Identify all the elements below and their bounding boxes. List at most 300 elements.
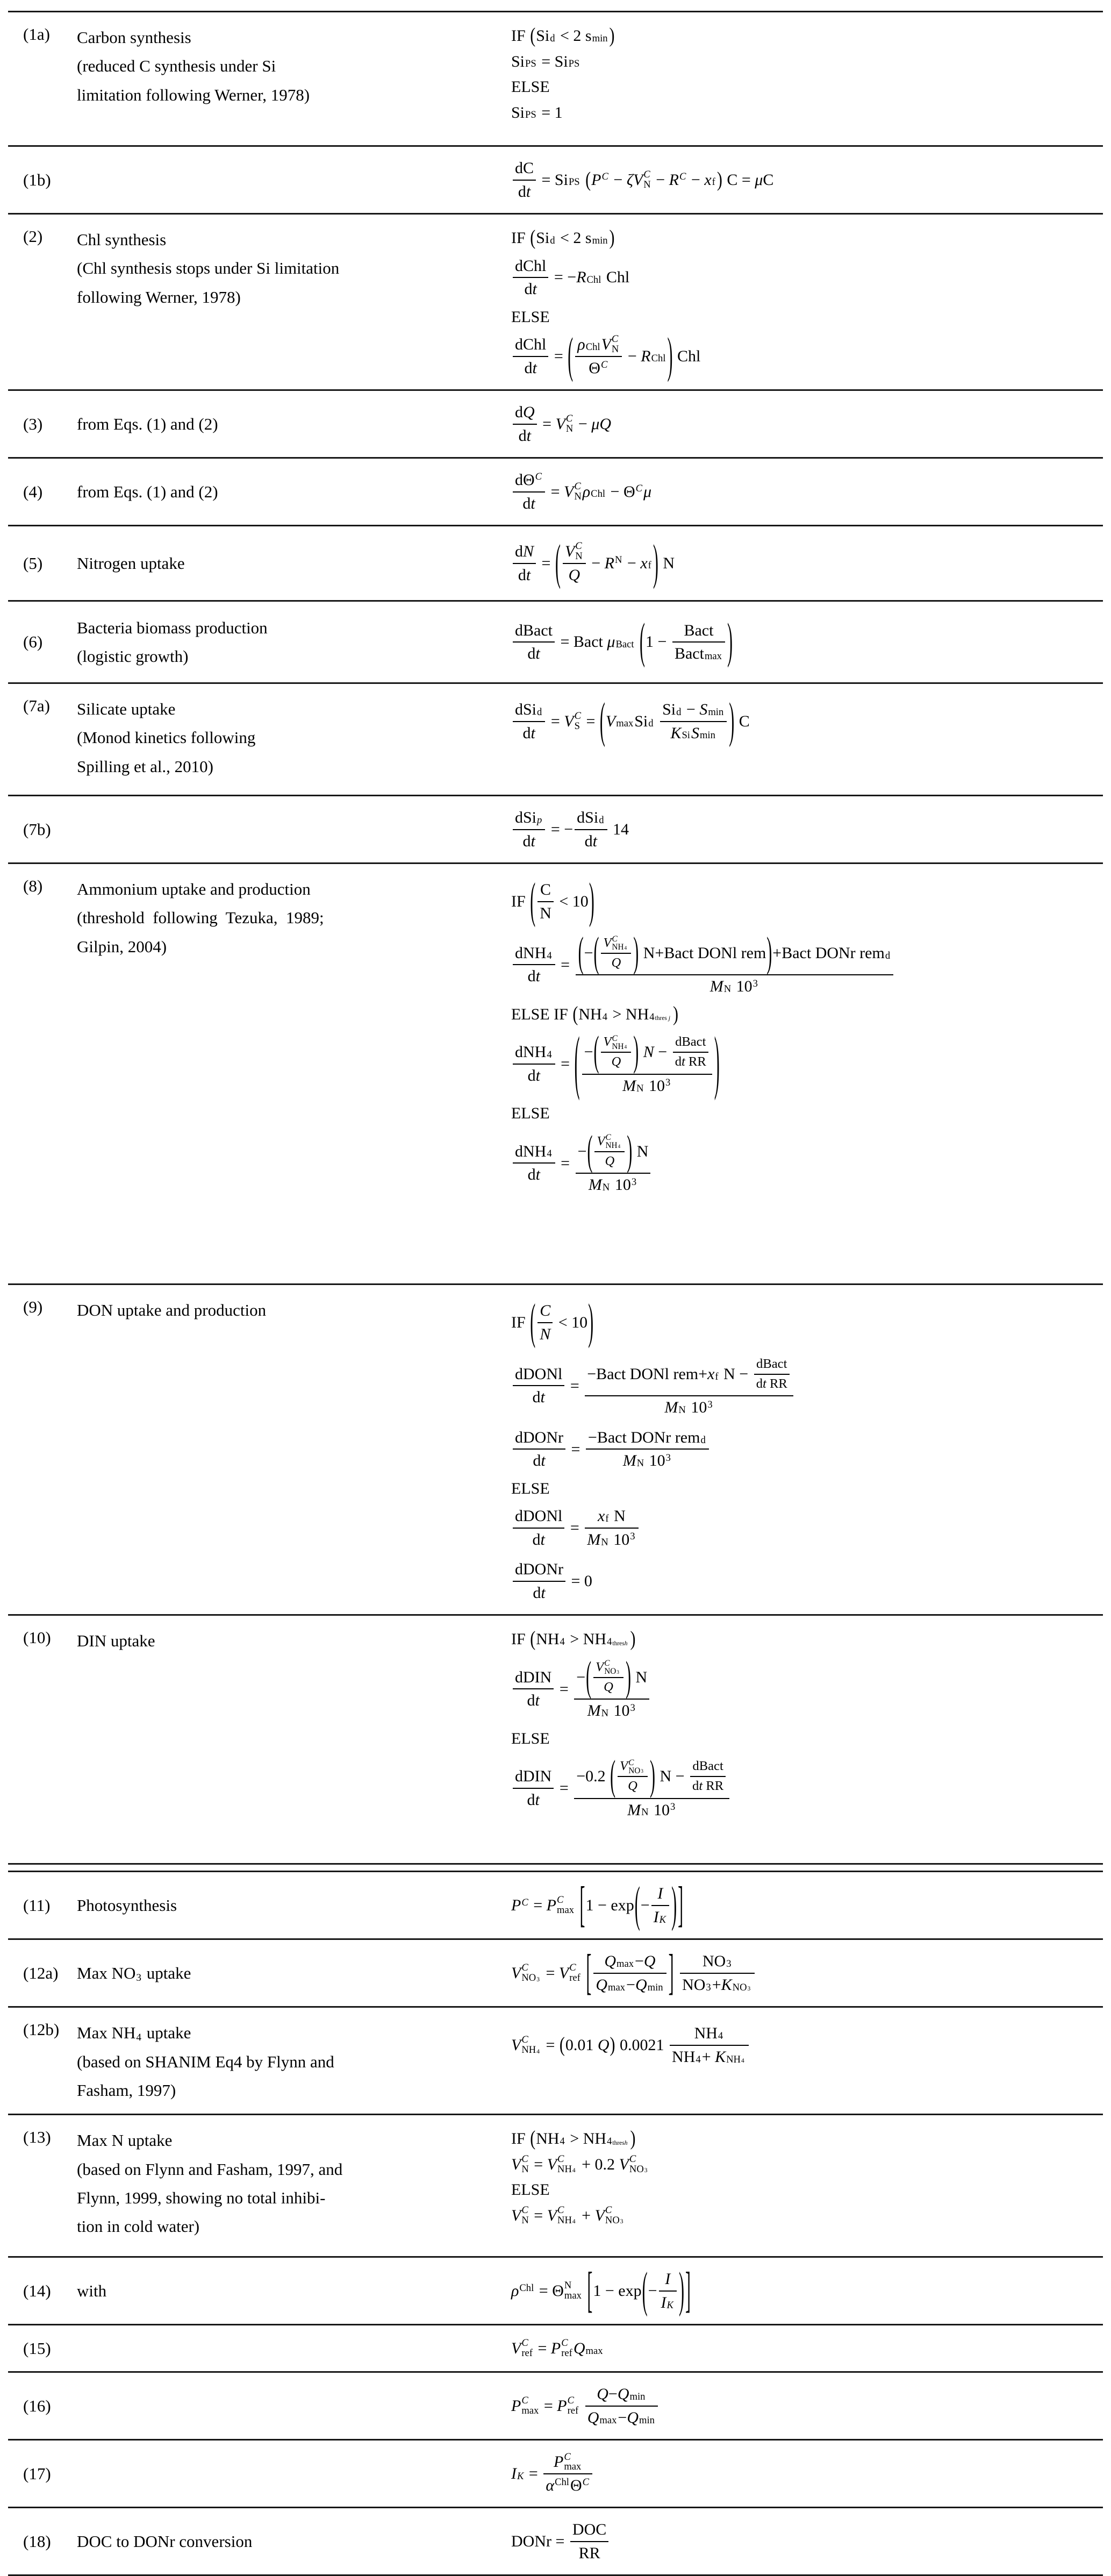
math-text: h [624, 2139, 628, 2146]
math-text: C [574, 710, 581, 722]
math-superscript [557, 2206, 577, 2216]
math-text: 4 [718, 2030, 723, 2042]
math-denominator [668, 722, 718, 745]
math-fraction [586, 1426, 709, 1472]
math-italic [604, 1659, 610, 1667]
math-numerator [692, 2022, 727, 2045]
math-italic [593, 831, 597, 852]
math-fraction [651, 1882, 669, 1928]
math-subscript [660, 1915, 666, 1925]
math-text: Si [511, 52, 525, 70]
math-text: Bact [684, 621, 714, 639]
math-text: C [556, 1894, 564, 1906]
math-numerator [585, 1353, 793, 1395]
math-superscript [521, 2206, 528, 2216]
math-denominator [586, 357, 611, 380]
math-text: V [558, 1964, 569, 1982]
math-text: Q [573, 2339, 585, 2358]
math-text: Q [643, 1952, 656, 1971]
open-paren: ( [587, 1128, 593, 1174]
math-text: NO [702, 1952, 726, 1971]
math-text: f [605, 1513, 609, 1525]
math-text: max [616, 1958, 634, 1970]
row-description [77, 1959, 511, 1987]
math-text: Bact [674, 645, 704, 662]
math-superscript [666, 1453, 671, 1464]
math-text: 3 [706, 1981, 711, 1993]
math-numerator [513, 698, 545, 721]
math-text: d [518, 182, 526, 201]
math-italic [603, 1034, 611, 1051]
math-text: Chl synthesis [77, 230, 167, 249]
math-subscript [606, 1141, 622, 1150]
math-superscript [521, 1898, 528, 1908]
math-text: min [629, 2391, 646, 2403]
math-text: dBact [692, 1759, 723, 1774]
math-scripts [572, 2216, 576, 2225]
math-text: M [664, 1398, 678, 1417]
math-scripts [718, 2026, 723, 2042]
math-subscript [569, 177, 580, 188]
math-scripts [561, 2338, 572, 2358]
math-text: − [623, 554, 641, 572]
math-denominator [625, 1799, 678, 1822]
math-text: ref [561, 2347, 572, 2359]
math-text: S [699, 701, 708, 718]
math-fence-body [599, 1032, 633, 1072]
math-text: = [556, 1154, 574, 1172]
description-line [77, 2155, 495, 2183]
math-scripts [705, 646, 722, 661]
math-text: C [575, 540, 582, 552]
math-scripts [601, 1703, 608, 1719]
math-subscript [605, 1514, 608, 1524]
math-italic [669, 1016, 670, 1022]
math-text: 10 [686, 1398, 707, 1417]
math-scripts [557, 1895, 574, 1915]
math-scripts [625, 944, 627, 952]
math-text: μ [607, 633, 615, 651]
math-text: (threshold following Tezuka, 1989; [77, 908, 324, 927]
math-denominator [525, 1689, 541, 1712]
math-text: p [537, 814, 542, 826]
open-paren: ( [530, 1628, 536, 1651]
math-subscript [706, 1983, 711, 1993]
math-text: N [610, 1507, 626, 1525]
math-text [635, 632, 640, 652]
table-row-8 [8, 864, 1103, 1283]
math-text: IF [511, 1630, 530, 1649]
math-scripts [660, 1909, 666, 1925]
math-numerator [513, 1426, 565, 1449]
math-text: − [635, 1952, 644, 1971]
math-subscript [521, 2349, 533, 2359]
math-subscript [575, 552, 582, 562]
math-text: S [691, 724, 699, 742]
math-superscript [583, 2478, 589, 2488]
description-line [77, 1891, 495, 1919]
equation-number: (14) [23, 2281, 51, 2301]
math-text: t [540, 1530, 545, 1549]
math-italic [704, 170, 711, 190]
math-text: = Si [537, 170, 568, 189]
math-text: C [582, 2477, 590, 2488]
math-text: NO [605, 2214, 620, 2226]
description-line [77, 549, 495, 577]
math-denominator [690, 1777, 726, 1796]
math-subscript [537, 816, 542, 826]
math-denominator [601, 1678, 615, 1697]
math-numerator [601, 934, 631, 953]
math-italic [587, 2408, 599, 2428]
math-subscript [617, 1671, 619, 1675]
math-subscript [708, 708, 723, 718]
math-italic [541, 1583, 545, 1603]
math-text: max [599, 2414, 617, 2426]
math-numerator [513, 540, 536, 563]
math-text: N [636, 1082, 644, 1094]
math-scripts [885, 945, 890, 961]
math-scripts [592, 28, 608, 44]
math-subscript [696, 2055, 700, 2065]
math-scripts [521, 2154, 528, 2174]
math-italic [669, 170, 679, 190]
math-scripts [599, 2410, 617, 2425]
math-text: dDONr [515, 1428, 563, 1446]
math-text: < 2 s [556, 27, 592, 45]
math-scripts [632, 1178, 636, 1193]
math-text: Bact [615, 638, 634, 650]
math-italic [523, 541, 534, 562]
math-fraction [513, 255, 548, 301]
math-scripts [748, 1983, 751, 1993]
math-subscript [572, 2168, 576, 2174]
math-superscript [535, 472, 542, 482]
table-row-1a [8, 12, 1103, 145]
math-scripts [612, 935, 628, 952]
math-subscript [564, 2462, 581, 2472]
math-text: P [557, 2397, 567, 2415]
equation-number: (8) [23, 876, 43, 895]
math-text: I [661, 2293, 666, 2311]
row-equations [511, 465, 1103, 518]
table-row-16 [8, 2373, 1103, 2439]
math-subscript [726, 2055, 746, 2065]
math-scripts [521, 1963, 541, 1983]
math-text: 4 [696, 2053, 701, 2065]
close-paren: ) [667, 328, 673, 383]
math-numerator [537, 1300, 553, 1322]
math-text [582, 1963, 586, 1983]
math-text: ρ [577, 336, 585, 353]
math-scripts [620, 2216, 623, 2225]
math-text: max [616, 718, 634, 730]
math-text: − [648, 2282, 657, 2300]
description-line [77, 81, 495, 109]
math-italic [606, 1133, 611, 1141]
equation-line [511, 2154, 650, 2175]
math-fraction [513, 698, 545, 744]
math-superscript [679, 172, 686, 182]
math-subscript [607, 1637, 628, 1647]
description-line [77, 23, 495, 52]
math-text: ref [569, 1972, 580, 1983]
math-text: NH [605, 1141, 618, 1151]
math-text: 10 [611, 1176, 631, 1194]
math-text: C [679, 171, 686, 183]
math-fraction [601, 934, 631, 972]
math-fraction [585, 2383, 658, 2429]
equation-line [511, 2338, 604, 2359]
math-fraction [618, 1757, 648, 1795]
math-text: V [603, 936, 612, 950]
math-scripts [636, 484, 642, 499]
math-italic [660, 1915, 666, 1925]
math-fraction [513, 1505, 564, 1551]
math-text [655, 711, 659, 732]
math-fraction [670, 2022, 749, 2068]
math-subscript [557, 2216, 577, 2226]
math-scripts [708, 702, 723, 717]
math-text: 3 [665, 1077, 671, 1089]
math-italic [598, 2035, 610, 2056]
math-subscript [712, 177, 715, 188]
math-superscript [632, 1178, 636, 1188]
math-text [579, 2396, 584, 2416]
row-description [77, 23, 511, 109]
math-italic [551, 2338, 561, 2359]
math-text: Chl [586, 274, 601, 286]
math-text: following Werner, 1978) [77, 287, 241, 306]
open-bracket: [ [587, 2263, 593, 2318]
math-fraction [513, 1140, 555, 1186]
math-scripts [592, 230, 608, 246]
math-italic [583, 482, 590, 502]
math-subscript [599, 816, 604, 826]
table-row-11 [8, 1872, 1103, 1938]
math-scripts [603, 1007, 607, 1022]
math-text: ELSE [511, 2181, 550, 2199]
math-text: V [511, 2155, 521, 2173]
math-text: d [518, 566, 526, 584]
table-row-3 [8, 391, 1103, 457]
math-text: C [643, 168, 650, 180]
math-fenced-group [585, 170, 723, 190]
math-scripts [575, 541, 582, 561]
equation-line [511, 307, 550, 327]
math-numerator [594, 2383, 648, 2406]
math-text: I [665, 2270, 671, 2288]
math-scripts [560, 1632, 565, 1647]
math-text: RR [578, 2544, 600, 2562]
math-italic [511, 2281, 519, 2301]
math-subscript [618, 1145, 621, 1150]
math-fence-body [648, 2267, 678, 2315]
description-line [77, 875, 495, 903]
math-numerator [576, 1130, 651, 1173]
math-italic [627, 170, 633, 190]
math-numerator [754, 1355, 789, 1374]
math-italic [620, 1758, 628, 1775]
open-paren: ( [642, 2263, 648, 2318]
math-text: IF [511, 892, 530, 910]
math-numerator [570, 2518, 608, 2541]
math-text: C [521, 1962, 528, 1974]
equation-line [511, 1877, 684, 1932]
math-superscript [670, 1802, 675, 1813]
math-text: 4 [572, 2167, 576, 2174]
math-numerator [513, 1666, 554, 1689]
math-superscript [575, 711, 581, 722]
math-text: > NH [565, 2130, 607, 2148]
math-italic [636, 484, 642, 494]
math-fraction [593, 1950, 666, 1996]
math-text: Si [511, 103, 525, 122]
math-superscript [753, 979, 758, 989]
math-italic [521, 2206, 528, 2216]
math-numerator [574, 1653, 649, 1700]
math-text: P [554, 2453, 564, 2471]
open-paren: ( [530, 1294, 536, 1349]
math-fraction [754, 1355, 790, 1393]
math-scripts [601, 172, 608, 188]
math-text: Max NH [77, 2023, 136, 2043]
equation-line [511, 805, 629, 853]
math-subscript [676, 708, 681, 718]
equation-line [511, 468, 651, 516]
math-fraction [690, 1757, 726, 1795]
math-text: Θ [589, 359, 600, 377]
math-scripts [617, 1954, 634, 1970]
math-text: = [555, 1680, 573, 1698]
math-text: 4 [572, 2218, 576, 2225]
math-fraction [575, 333, 622, 379]
math-text: − [687, 170, 705, 189]
math-superscript [628, 1759, 644, 1767]
math-italic [710, 976, 723, 997]
description-line [77, 2527, 495, 2556]
math-superscript [574, 482, 581, 492]
open-paren: ( [585, 168, 591, 191]
math-text: M [622, 1452, 636, 1470]
math-italic [612, 1034, 618, 1043]
math-scripts [547, 1144, 551, 1159]
math-text: = Si [537, 52, 568, 70]
math-subscript [521, 2406, 539, 2416]
math-text: d [527, 1692, 535, 1710]
math-text: C [540, 881, 551, 898]
equation-line [511, 613, 733, 669]
open-bracket: [ [579, 1877, 585, 1932]
equation-line [511, 1103, 550, 1124]
math-text: dDIN [515, 1767, 552, 1786]
math-scripts [557, 2154, 577, 2174]
math-italic [598, 1506, 605, 1526]
math-italic [521, 2396, 528, 2406]
math-text: C [635, 483, 643, 495]
math-text: d [584, 832, 593, 850]
math-numerator [574, 1752, 729, 1800]
math-superscript [557, 2154, 577, 2165]
math-italic [591, 414, 599, 434]
math-text: NH [612, 943, 624, 952]
math-text: d [533, 1583, 541, 1602]
math-text: t [526, 566, 531, 584]
math-italic [575, 541, 582, 552]
math-denominator [522, 278, 539, 301]
table-row-14 [8, 2258, 1103, 2324]
math-text: max [521, 2404, 539, 2416]
math-italic [576, 267, 586, 288]
math-scripts [555, 2478, 569, 2493]
math-subscript [700, 1436, 705, 1446]
math-text: N − [655, 1767, 689, 1786]
math-text: dSi [515, 809, 537, 826]
math-fraction [513, 540, 536, 586]
math-text: t [535, 1692, 540, 1710]
equation-number: (12a) [23, 1964, 59, 1983]
math-text: μ [591, 415, 600, 433]
math-text: N [540, 904, 551, 922]
math-text: μ [755, 170, 763, 189]
math-text [575, 1895, 579, 1916]
description-line [77, 695, 495, 723]
math-text: − Θ [606, 482, 635, 501]
math-text: d [533, 1452, 541, 1470]
math-text: C [605, 2204, 612, 2216]
math-text: IF [511, 2130, 530, 2148]
math-denominator [522, 357, 539, 380]
math-text: t [541, 1452, 546, 1470]
table-row-7b [8, 796, 1103, 862]
math-text: K [659, 1914, 666, 1925]
math-subscript [521, 2045, 541, 2056]
math-denominator [517, 425, 533, 447]
math-text: + 0.2 [577, 2155, 619, 2173]
math-scripts [604, 1659, 620, 1676]
math-scripts [726, 1954, 731, 1970]
math-text: C = [722, 170, 755, 189]
row-equations [511, 803, 1103, 856]
math-fence-body [591, 170, 716, 190]
math-text: d [550, 32, 555, 44]
math-text: dChl [515, 336, 547, 353]
math-scripts [521, 1898, 528, 1914]
math-text: dChl [515, 256, 547, 275]
math-text: ELSE IF [511, 1005, 572, 1023]
math-text: Chl [555, 2477, 569, 2488]
math-text: t [592, 832, 597, 850]
math-text: d [522, 832, 531, 850]
math-text: ELSE [511, 308, 550, 326]
math-text: d [524, 359, 533, 377]
math-scripts [724, 979, 731, 995]
math-text: 4 [547, 950, 552, 961]
math-text: N [631, 1668, 648, 1686]
math-text: 4 [560, 2136, 565, 2147]
math-text: S [574, 720, 580, 732]
math-scripts [536, 2045, 540, 2055]
math-fenced-group [586, 2263, 691, 2318]
math-text: V [564, 482, 574, 501]
math-numerator [663, 2268, 672, 2290]
math-text: α [546, 2476, 555, 2494]
open-paren: ( [574, 1024, 580, 1102]
row-equations [511, 613, 1103, 669]
math-denominator [516, 181, 533, 203]
math-fenced-group [559, 2035, 616, 2056]
math-fence-body [585, 1877, 678, 1932]
